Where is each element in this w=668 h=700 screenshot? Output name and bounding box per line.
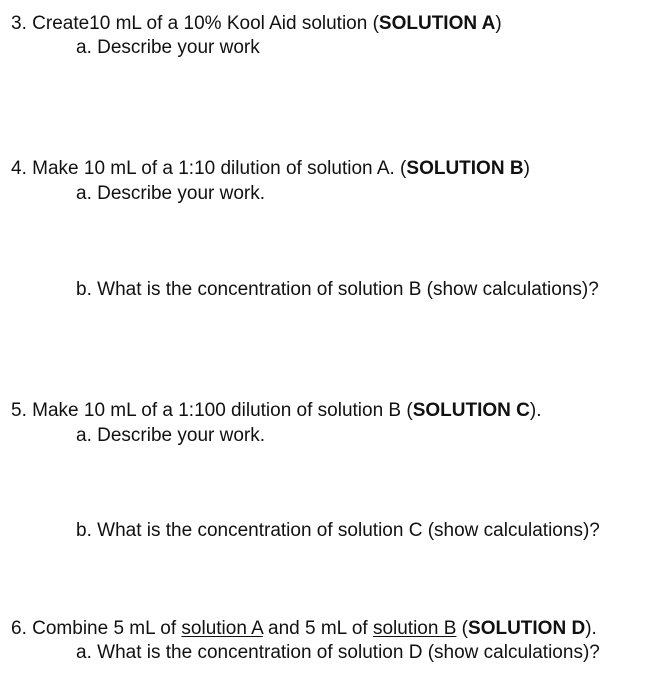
part-text: Describe your work.: [97, 425, 266, 446]
question-text-end: ): [495, 13, 502, 34]
question-text-paren: (: [456, 618, 469, 639]
question-text-end: ).: [585, 618, 597, 639]
part-text: What is the concentration of solution D (show calculations)?: [97, 642, 600, 663]
solution-label: SOLUTION B: [406, 158, 524, 179]
question-5-part-b: [76, 519, 600, 543]
question-text: Make 10 mL of a 1:100 dilution of solution B (: [32, 400, 413, 421]
question-4: [11, 157, 530, 181]
part-text: Describe your work: [97, 37, 260, 58]
question-4-part-a: [76, 182, 265, 206]
part-letter: a.: [76, 642, 92, 663]
question-number: 4.: [11, 158, 27, 179]
question-3-part-a: [76, 36, 260, 60]
question-text-end: ): [523, 158, 530, 179]
question-6-part-a: [76, 641, 600, 665]
part-letter: a.: [76, 37, 92, 58]
part-text: Describe your work.: [97, 183, 266, 204]
solution-label: SOLUTION D: [468, 618, 586, 639]
solution-label: SOLUTION C: [412, 400, 530, 421]
part-letter: a.: [76, 425, 92, 446]
question-3: [11, 12, 502, 36]
part-text: What is the concentration of solution C (show calculations)?: [97, 520, 600, 541]
part-text: What is the concentration of solution B (show calculations)?: [97, 279, 599, 300]
part-letter: b.: [76, 279, 92, 300]
question-5: [11, 399, 542, 423]
question-text: Combine 5 mL of: [32, 618, 182, 639]
question-number: 6.: [11, 618, 27, 639]
question-number: 5.: [11, 400, 27, 421]
solution-a-reference: solution A: [181, 618, 263, 639]
solution-label: SOLUTION A: [378, 13, 496, 34]
question-text-end: ).: [529, 400, 542, 421]
solution-b-reference: solution B: [372, 618, 457, 639]
part-letter: a.: [76, 183, 92, 204]
question-text-mid: and 5 mL of: [262, 618, 373, 639]
question-6: [11, 617, 597, 641]
question-4-part-b: [76, 278, 599, 302]
question-text: Create10 mL of a 10% Kool Aid solution (: [32, 13, 379, 34]
question-5-part-a: [76, 424, 265, 448]
part-letter: b.: [76, 520, 92, 541]
question-text: Make 10 mL of a 1:10 dilution of solution A. (: [32, 158, 407, 179]
question-number: 3.: [11, 13, 27, 34]
